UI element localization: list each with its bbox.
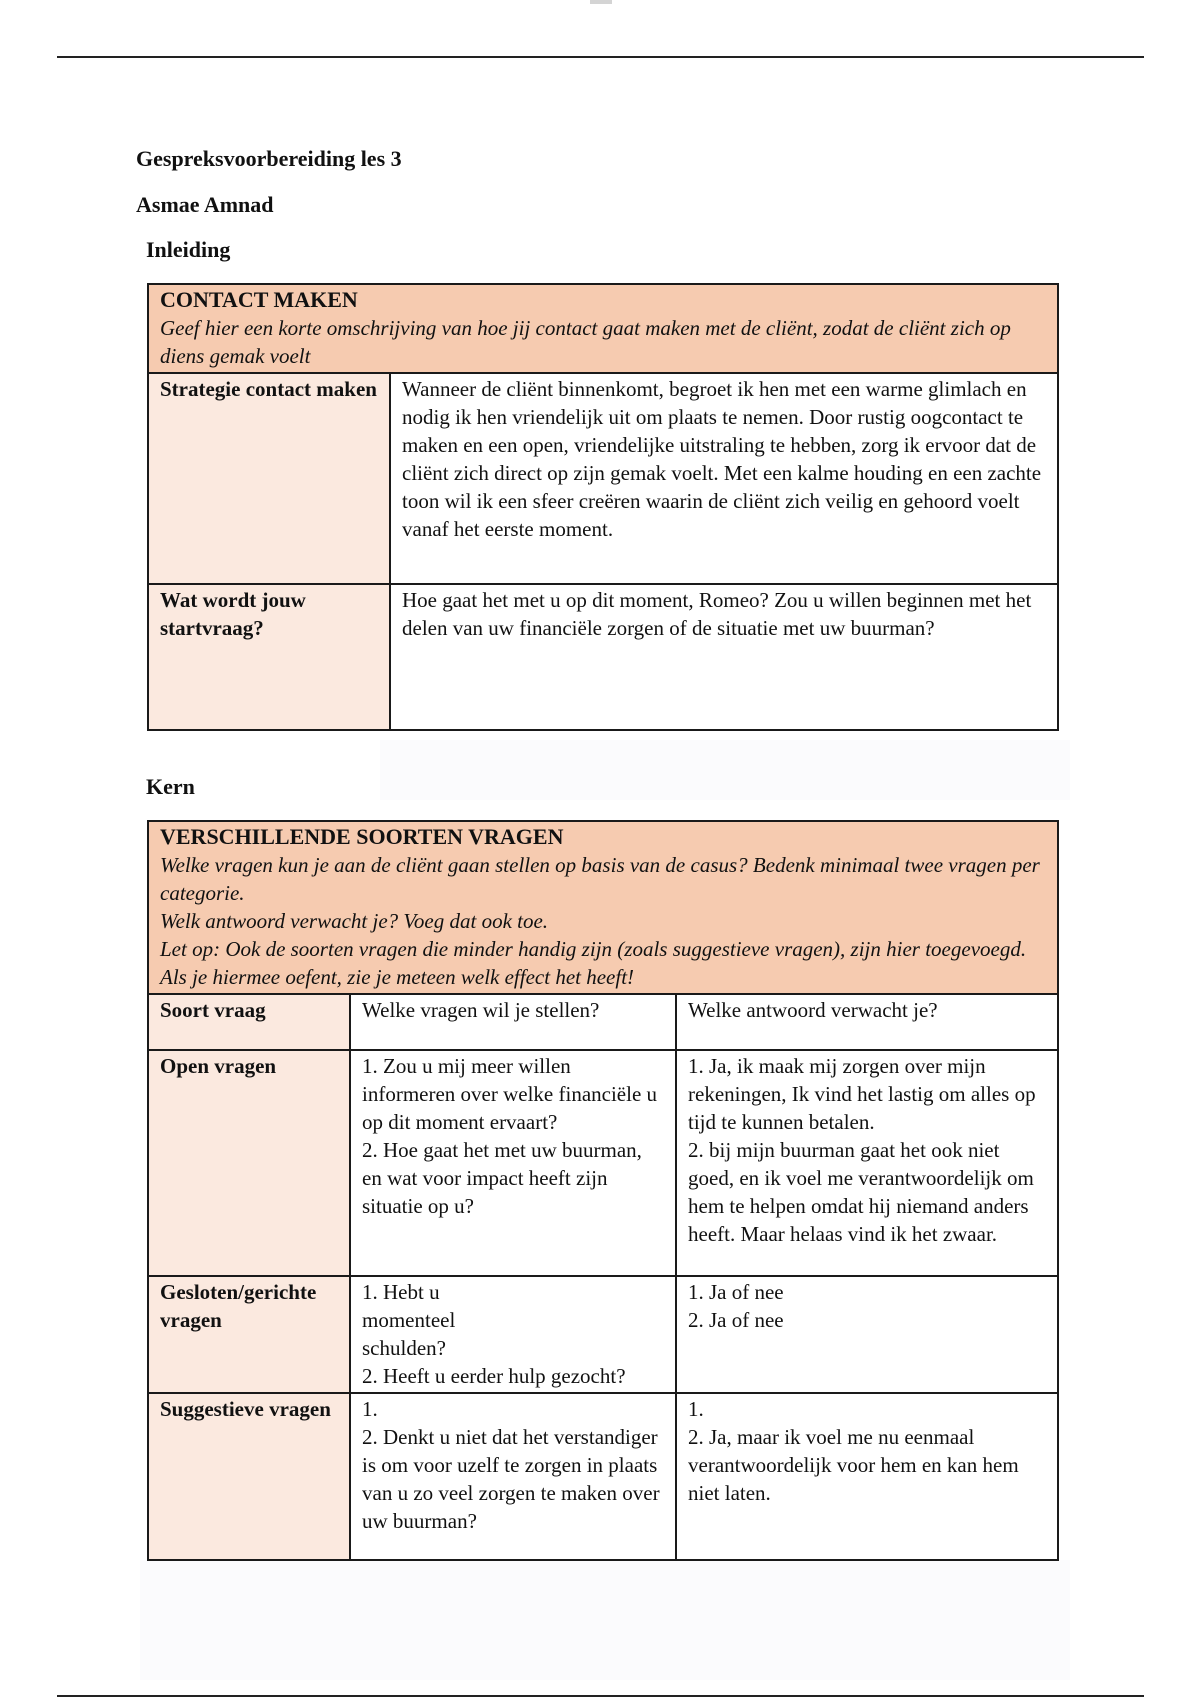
question-types-instruction: Let op: Ook de soorten vragen die minder handig zijn (zoals suggestieve vragen), zijn hier toegevoegd. Als je hiermee oefent, zie je meteen welk effect het heeft! <box>160 937 1027 989</box>
page-top-marker <box>590 0 612 4</box>
strategy-text: Wanneer de cliënt binnenkomt, begroet ik hen met een warme glimlach en nodig ik hen vriendelijk uit om plaats te nemen. Door rustig oogcontact te maken en een open, vriendelijke uitstraling te hebben, zorg ik ervoor dat de cliënt zich direct op zijn gemak voelt. Met een kalme houding en een zachte toon wil ik een sfeer creëren waarin de cliënt zich veilig en gehoord voelt vanaf het eerste moment. <box>402 377 1042 541</box>
suggestive-questions-cell <box>350 1393 676 1560</box>
question-type-label: Open vragen <box>160 1054 277 1078</box>
question-types-header <box>148 821 1058 994</box>
answer-item: 2. bij mijn buurman gaat het ook niet goed, en ik voel me verantwoordelijk om hem te helpen omdat hij niemand anders heeft. Maar helaas vind ik het zwaar. <box>688 1138 1034 1246</box>
background-tint <box>140 1560 1070 1680</box>
section-heading-inleiding: Inleiding <box>146 237 231 262</box>
strategy-label: Strategie contact maken <box>160 377 377 401</box>
question-item: 1. Hebt u momenteel schulden? <box>362 1280 456 1360</box>
question-item: 2. Heeft u eerder hulp gezocht? <box>362 1364 626 1388</box>
question-types-title: VERSCHILLENDE SOORTEN VRAGEN <box>160 824 564 849</box>
strategy-label-cell <box>148 373 390 584</box>
contact-maken-header <box>148 284 1058 373</box>
contact-maken-table <box>147 283 1059 731</box>
column-header-type: Soort vraag <box>148 994 350 1050</box>
section-heading-kern: Kern <box>146 774 195 799</box>
question-types-instruction: Welke vragen kun je aan de cliënt gaan stellen op basis van de casus? Bedenk minimaal twee vragen per categorie. <box>160 853 1040 905</box>
start-question-text: Hoe gaat het met u op dit moment, Romeo? Zou u willen beginnen met het delen van uw financiële zorgen of de situatie met uw buurman? <box>402 588 1032 640</box>
row-type-open <box>148 1050 350 1276</box>
question-types-instruction: Welk antwoord verwacht je? Voeg dat ook toe. <box>160 909 549 933</box>
open-questions-cell <box>350 1050 676 1276</box>
strategy-text-cell <box>390 373 1058 584</box>
document-title: Gespreksvoorbereiding les 3 <box>136 146 402 171</box>
background-tint <box>380 740 1070 800</box>
start-question-text-cell <box>390 584 1058 730</box>
question-item: 2. Hoe gaat het met uw buurman, en wat voor impact heeft zijn situatie op u? <box>362 1138 642 1218</box>
open-answers-cell <box>676 1050 1058 1276</box>
question-item: 1. Zou u mij meer willen informeren over welke financiële u op dit moment ervaart? <box>362 1054 658 1134</box>
answer-item: 1. Ja of nee <box>688 1280 784 1304</box>
answer-item: 1. Ja, ik maak mij zorgen over mijn rekeningen, Ik vind het lastig om alles op tijd te kunnen betalen. <box>688 1054 1036 1134</box>
question-types-table <box>147 820 1059 1561</box>
row-type-suggestive <box>148 1393 350 1560</box>
page-header-rule <box>57 56 1144 58</box>
question-type-label: Suggestieve vragen <box>160 1397 331 1421</box>
contact-maken-instruction: Geef hier een korte omschrijving van hoe jij contact gaat maken met de cliënt, zodat de cliënt zich op diens gemak voelt <box>160 316 1011 368</box>
closed-answers-cell <box>676 1276 1058 1393</box>
question-item: 2. Denkt u niet dat het verstandiger is om voor uzelf te zorgen in plaats van u zo veel zorgen te maken over uw buurman? <box>362 1425 660 1533</box>
start-question-label: Wat wordt jouw startvraag? <box>160 588 306 640</box>
answer-item: 1. <box>688 1397 704 1421</box>
question-item: 1. <box>362 1397 378 1421</box>
answer-item: 2. Ja of nee <box>688 1308 784 1332</box>
column-header-answers: Welke antwoord verwacht je? <box>676 994 1058 1050</box>
column-header-questions: Welke vragen wil je stellen? <box>350 994 676 1050</box>
page-footer-rule <box>57 1695 1144 1697</box>
contact-maken-title: CONTACT MAKEN <box>160 287 358 312</box>
answer-item: 2. Ja, maar ik voel me nu eenmaal verantwoordelijk voor hem en kan hem niet laten. <box>688 1425 1019 1505</box>
row-type-closed <box>148 1276 350 1393</box>
start-question-label-cell <box>148 584 390 730</box>
closed-questions-cell <box>350 1276 676 1393</box>
suggestive-answers-cell <box>676 1393 1058 1560</box>
question-type-label: Gesloten/gerichte vragen <box>160 1280 317 1332</box>
author-name: Asmae Amnad <box>136 192 274 217</box>
